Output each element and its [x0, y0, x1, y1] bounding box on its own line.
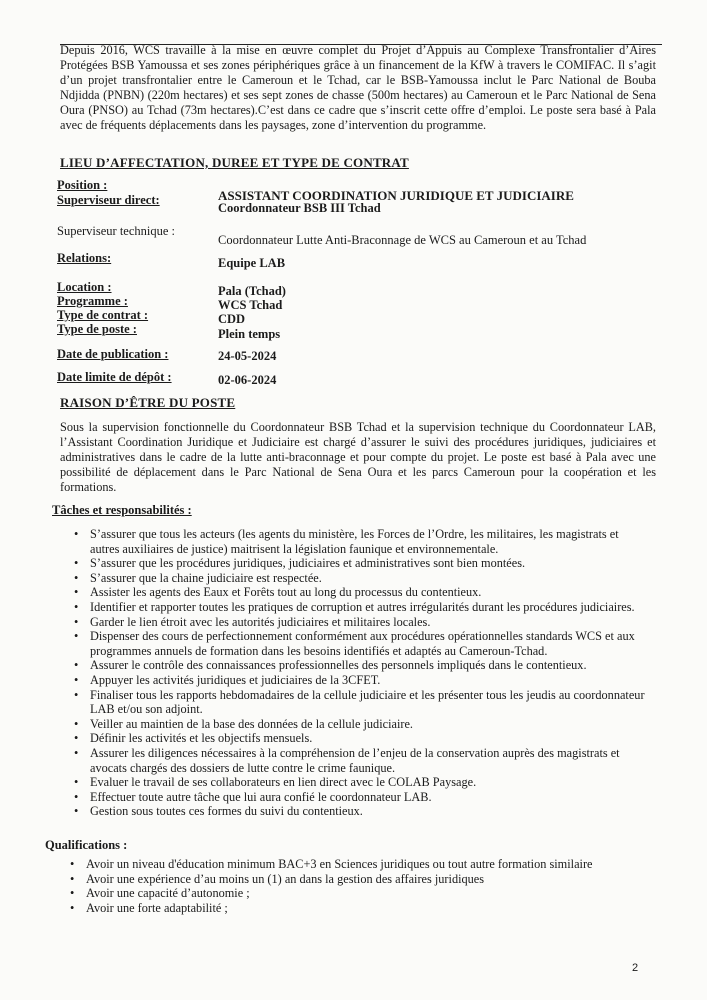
location-value: Pala (Tchad)	[218, 284, 286, 298]
task-item: • Appuyer les activités juridiques et judiciaires de la 3CFET.	[74, 672, 381, 687]
bullet-icon: •	[74, 672, 79, 687]
type-contrat-value: CDD	[218, 312, 246, 326]
programme-value: WCS Tchad	[218, 298, 283, 312]
bullet-icon: •	[74, 731, 79, 746]
task-item: • Assurer le contrôle des connaissances professionnelles des personnels impliqués dans le contentieux.	[74, 658, 587, 673]
bullet-icon: •	[74, 527, 79, 541]
section-title-raison: RAISON D’ÊTRE DU POSTE	[60, 395, 236, 410]
bullet-icon: •	[74, 789, 79, 804]
relations-label: Relations:	[57, 251, 112, 265]
task-item: • Garder le lien étroit avec les autorités judiciaires et militaires locales.	[74, 614, 431, 629]
bullet-icon: •	[74, 599, 79, 614]
task-item: • S’assurer que tous les acteurs (les agents du ministère, les Forces de l’Ordre, les militaires, les magistrats et autres auxiliaires de justice) maitrisent la législation faunique et environnementale.	[74, 527, 619, 556]
qualification-item: • Avoir une expérience d’au moins un (1) an dans la gestion des affaires juridiques	[70, 871, 485, 886]
intro-paragraph: Depuis 2016, WCS travaille à la mise en œuvre complet du Projet d’Appuis au Complexe Transfrontalier d’Aires Protégées BSB Yamoussa et ses zones périphériques grâce à un financement de la KfW à travers le COMIFAC. Il s’agit d’un projet transfrontalier entre le Cameroun et le Tchad, car le BSB-Yamoussa inclut le Parc National de Bouba Ndjidda (PNBN) (220m hectares) et ses sept zones de chasse (500m hectares) au Cameroun et le Parc National de Sena Oura (PNSO) au Tchad (73m hectares).C’est dans ce cadre que s’inscrit cette offre d’emploi. Le poste sera basé à Pala avec de fréquents déplacements dans les paysages, zone d’intervention du programme.	[60, 43, 656, 132]
bullet-icon: •	[74, 570, 79, 585]
date-publication-label: Date de publication :	[57, 347, 169, 361]
bullet-icon: •	[74, 629, 79, 644]
page-number: 2	[632, 962, 639, 974]
qualification-item: • Avoir un niveau d'éducation minimum BAC+3 en Sciences juridiques ou tout autre formation similaire	[70, 857, 593, 871]
bullet-icon: •	[74, 745, 79, 760]
taches-list	[74, 527, 650, 819]
position-label: Position :	[57, 178, 108, 192]
bullet-icon: •	[74, 716, 79, 731]
type-contrat-label: Type de contrat :	[57, 308, 149, 322]
date-publication-value: 24-05-2024	[218, 349, 277, 363]
section-title-affectation: LIEU D’AFFECTATION, DUREE ET TYPE DE CONTRAT	[60, 155, 409, 170]
relations-value: Equipe LAB	[218, 256, 286, 270]
task-item: • Dispenser des cours de perfectionnement conformément aux procédures opérationnelles standards WCS et aux programmes annuels de formation dans les besoins identifiés et adaptés au Cameroun-Tchad.	[74, 629, 635, 658]
task-item: • Veiller au maintien de la base des données de la cellule judiciaire.	[74, 716, 414, 731]
task-item: • Finaliser tous les rapports hebdomadaires de la cellule judiciaire et les présenter tous les jeudis au coordonnateur LAB et/ou son adjoint.	[74, 687, 645, 717]
task-item: • Assurer les diligences nécessaires à la compréhension de l’enjeu de la conservation auprès des magistrats et avocats chargés des dossiers de lutte contre le crime faunique.	[74, 745, 620, 775]
type-poste-value: Plein temps	[218, 327, 281, 341]
bullet-icon: •	[70, 871, 75, 886]
superviseur-direct-label: Superviseur direct:	[57, 193, 160, 207]
date-limite-label: Date limite de dépôt :	[57, 370, 172, 384]
bullet-icon: •	[70, 886, 75, 901]
taches-title: Tâches et responsabilités :	[52, 503, 192, 517]
date-limite-value: 02-06-2024	[218, 373, 277, 387]
qualifications-list	[70, 857, 646, 915]
superviseur-direct-value: Coordonnateur BSB III Tchad	[218, 201, 381, 215]
bullet-icon: •	[74, 687, 79, 702]
qualification-item: • Avoir une forte adaptabilité ;	[70, 900, 228, 915]
bullet-icon: •	[74, 804, 79, 819]
bullet-icon: •	[74, 585, 79, 600]
programme-label: Programme :	[57, 294, 128, 308]
task-item: • S’assurer que la chaine judiciaire est respectée.	[74, 570, 322, 585]
superviseur-technique-value: Coordonnateur Lutte Anti-Braconnage de WCS au Cameroun et au Tchad	[218, 233, 587, 247]
bullet-icon: •	[74, 556, 79, 571]
task-item: • Identifier et rapporter toutes les pratiques de corruption et autres irrégularités durant les procédures judiciaires.	[74, 599, 635, 614]
bullet-icon: •	[70, 857, 75, 871]
task-item: • Effectuer toute autre tâche que lui aura confié le coordonnateur LAB.	[74, 789, 432, 804]
qualifications-title: Qualifications :	[45, 838, 128, 852]
position-value: ASSISTANT COORDINATION JURIDIQUE ET JUDICIAIRE	[218, 188, 574, 203]
type-poste-label: Type de poste :	[57, 322, 137, 336]
bullet-icon: •	[70, 900, 75, 915]
task-item: • Assister les agents des Eaux et Forêts tout au long du processus du contentieux.	[74, 585, 482, 600]
superviseur-technique-label: Superviseur technique :	[57, 224, 176, 238]
task-item: • Evaluer le travail de ses collaborateurs en lien direct avec le COLAB Paysage.	[74, 775, 477, 790]
task-item: • Gestion sous toutes ces formes du suivi du contentieux.	[74, 804, 363, 819]
task-item: • Définir les activités et les objectifs mensuels.	[74, 731, 313, 746]
bullet-icon: •	[74, 614, 79, 629]
bullet-icon: •	[74, 775, 79, 790]
raison-paragraph: Sous la supervision fonctionnelle du Coordonnateur BSB Tchad et la supervision technique du Coordonnateur LAB, l’Assistant Coordination Juridique et Judiciaire est chargé d’assurer le suivi des procédures juridiques, judiciaires et administratives dans le cadre de la lutte anti-braconnage et pour compte du projet. Le poste est basé à Pala avec une possibilité de déplacement dans le Parc National de Sena Oura et les parcs Cameroun pour la coopération et les formations.	[60, 420, 656, 494]
location-label: Location :	[57, 280, 112, 294]
qualification-item: • Avoir une capacité d’autonomie ;	[70, 886, 250, 901]
bullet-icon: •	[74, 658, 79, 673]
task-item: • S’assurer que les procédures juridiques, judiciaires et administratives sont bien montées.	[74, 556, 526, 571]
